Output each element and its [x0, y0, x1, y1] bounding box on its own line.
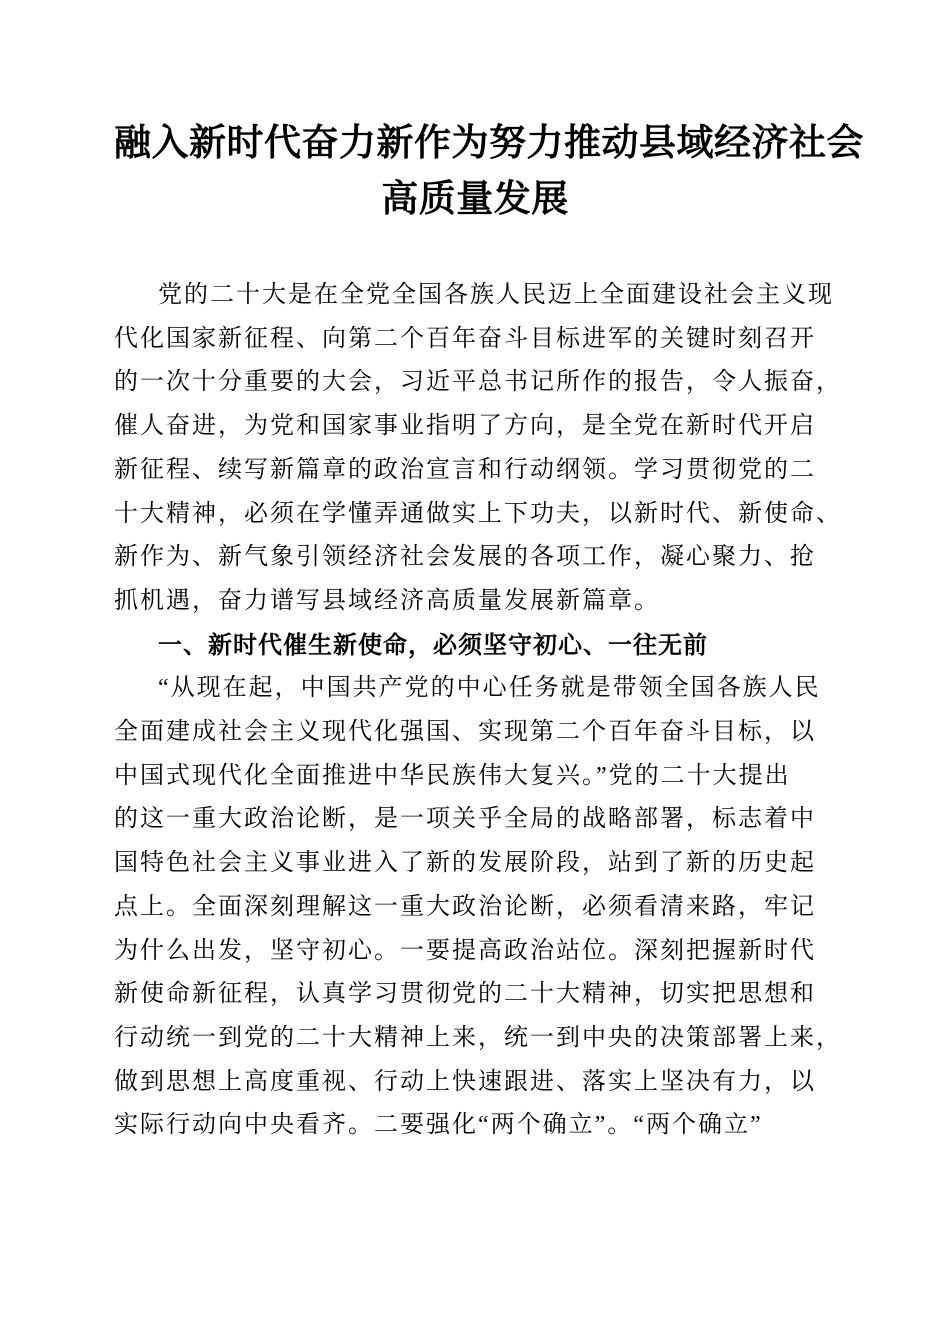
paragraph-2-line: 实际行动向中央看齐。二要强化“两个确立”。“两个确立” [114, 1112, 763, 1139]
paragraph-1-line: 党的二十大是在全党全国各族人民迈上全面建设社会主义现 [158, 282, 834, 308]
document-body [114, 274, 842, 1148]
paragraph-1-line: 抓机遇，奋力谱写县域经济高质量发展新篇章。 [114, 587, 660, 614]
paragraph-2-line: 的这一重大政治论断，是一项关乎全局的战略部署，标志着中 [114, 806, 816, 833]
section-heading-1-text: 一、新时代催生新使命，必须坚守初心、一往无前 [158, 631, 708, 659]
paragraph-2-line: 中国式现代化全面推进中华民族伟大复兴。”党的二十大提出 [114, 762, 791, 789]
paragraph-2-line: 新使命新征程，认真学习贯彻党的二十大精神，切实把思想和 [114, 981, 816, 1008]
document-title-line1: 融入新时代奋力新作为努力推动县域经济社会 [114, 123, 864, 164]
paragraph-2-line: 做到思想上高度重视、行动上快速跟进、落实上坚决有力，以 [114, 1068, 816, 1095]
paragraph-1-line: 代化国家新征程、向第二个百年奋斗目标进军的关键时刻召开 [114, 325, 816, 352]
paragraph-2-line: 全面建成社会主义现代化强国、实现第二个百年奋斗目标，以 [114, 719, 816, 746]
paragraph-2-line: 点上。全面深刻理解这一重大政治论断，必须看清来路，牢记 [114, 893, 816, 920]
paragraph-1 [114, 274, 842, 624]
paragraph-1-line: 催人奋进，为党和国家事业指明了方向，是全党在新时代开启 [114, 413, 816, 440]
document-content [0, 116, 950, 1148]
paragraph-2-line: “从现在起，中国共产党的中心任务就是带领全国各族人民 [158, 675, 821, 702]
document-title [114, 116, 864, 228]
paragraph-1-line: 十大精神，必须在学懂弄通做实上下功夫，以新时代、新使命、 [114, 500, 842, 527]
paragraph-1-line: 的一次十分重要的大会，习近平总书记所作的报告，令人振奋， [114, 369, 842, 396]
paragraph-2-line: 行动统一到党的二十大精神上来，统一到中央的决策部署上来， [114, 1024, 842, 1051]
paragraph-2-line: 为什么出发，坚守初心。一要提高政治站位。深刻把握新时代 [114, 937, 816, 964]
paragraph-1-line: 新作为、新气象引领经济社会发展的各项工作，凝心聚力、抢 [114, 544, 816, 571]
document-title-line2: 高质量发展 [381, 179, 569, 220]
paragraph-2 [114, 667, 842, 1148]
section-heading-1 [114, 624, 836, 668]
paragraph-1-line: 新征程、续写新篇章的政治宣言和行动纲领。学习贯彻党的二 [114, 456, 816, 483]
paragraph-2-line: 国特色社会主义事业进入了新的发展阶段，站到了新的历史起 [114, 850, 816, 877]
